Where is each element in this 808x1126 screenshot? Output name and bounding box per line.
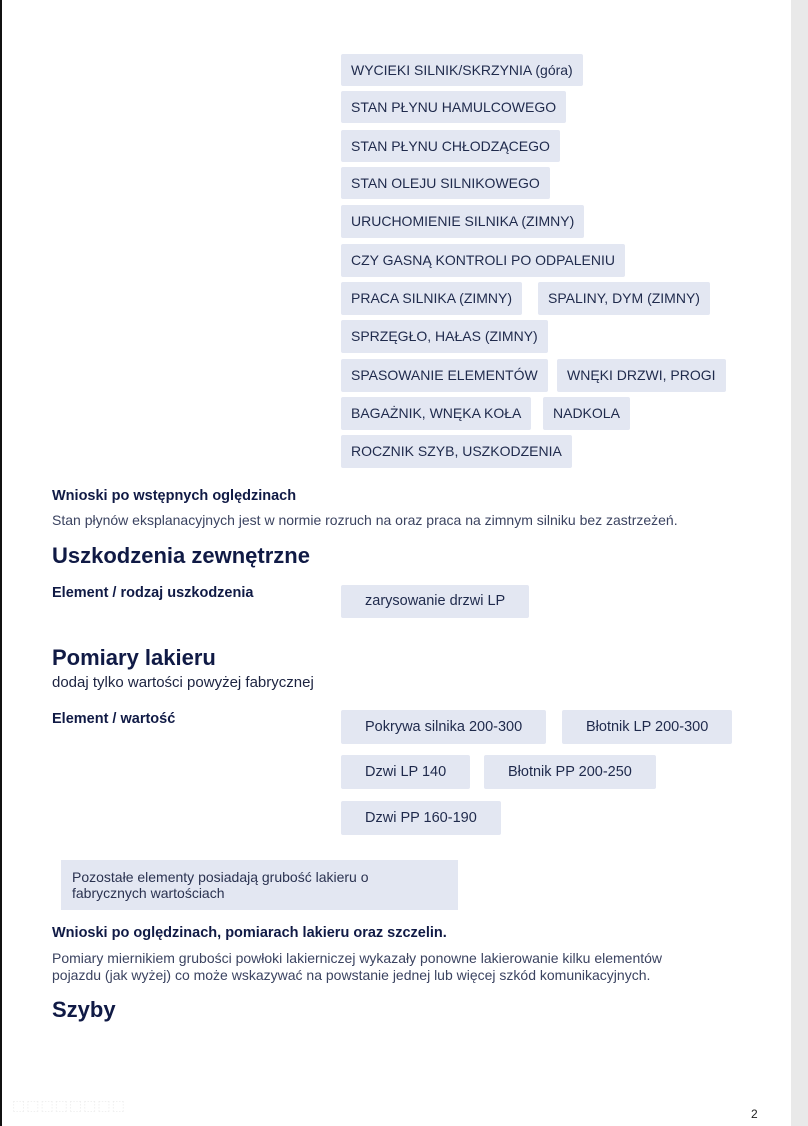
paint-note-line: Pozostałe elementy posiadają grubość lakieru o xyxy=(72,869,369,885)
paint-chip: Błotnik LP 200-300 xyxy=(562,710,732,744)
paint-chip: Dzwi PP 160-190 xyxy=(341,801,501,835)
paint-chip: Dzwi LP 140 xyxy=(341,755,470,789)
checklist-chip: STAN OLEJU SILNIKOWEGO xyxy=(341,167,550,199)
checklist-chip: ROCZNIK SZYB, USZKODZENIA xyxy=(341,435,572,468)
checklist-chip: WYCIEKI SILNIK/SKRZYNIA (góra) xyxy=(341,54,583,86)
watermark: ⬚⬚⬚⬚⬚⬚⬚⬚ xyxy=(12,1097,126,1113)
scrollbar-track[interactable] xyxy=(791,0,808,1126)
page-number: 2 xyxy=(751,1107,758,1121)
page-left-border xyxy=(0,0,2,1126)
paint-label: Element / wartość xyxy=(52,711,176,727)
checklist-chip: URUCHOMIENIE SILNIKA (ZIMNY) xyxy=(341,205,584,238)
checklist-chip: SPASOWANIE ELEMENTÓW xyxy=(341,359,548,392)
paint-subtitle: dodaj tylko wartości powyżej fabrycznej xyxy=(52,674,314,691)
checklist-chip: STAN PŁYNU CHŁODZĄCEGO xyxy=(341,130,560,162)
paint-chip: Pokrywa silnika 200-300 xyxy=(341,710,546,744)
checklist-chip: SPALINY, DYM (ZIMNY) xyxy=(538,282,710,315)
paint-note xyxy=(61,860,458,910)
checklist-chip: PRACA SILNIKA (ZIMNY) xyxy=(341,282,522,315)
final-conclusions-line: pojazdu (jak wyżej) co może wskazywać na powstanie jednej lub więcej szkód komunikacyjnych. xyxy=(52,967,651,983)
external-damage-label: Element / rodzaj uszkodzenia xyxy=(52,585,254,601)
checklist-chip: BAGAŻNIK, WNĘKA KOŁA xyxy=(341,397,531,430)
glass-heading: Szyby xyxy=(52,997,116,1022)
external-damage-heading: Uszkodzenia zewnętrzne xyxy=(52,543,310,568)
checklist-chip: NADKOLA xyxy=(543,397,630,430)
initial-conclusions-text: Stan płynów eksplanacyjnych jest w normie rozruch na oraz praca na zimnym silniku bez zastrzeżeń. xyxy=(52,512,678,528)
checklist-chip: SPRZĘGŁO, HAŁAS (ZIMNY) xyxy=(341,320,548,353)
checklist-chip: STAN PŁYNU HAMULCOWEGO xyxy=(341,91,566,123)
checklist-chip: CZY GASNĄ KONTROLI PO ODPALENIU xyxy=(341,244,625,277)
damage-chip: zarysowanie drzwi LP xyxy=(341,585,529,618)
paint-heading: Pomiary lakieru xyxy=(52,645,216,670)
checklist-chip: WNĘKI DRZWI, PROGI xyxy=(557,359,726,392)
paint-chip: Błotnik PP 200-250 xyxy=(484,755,656,789)
final-conclusions-title: Wnioski po oględzinach, pomiarach lakieru oraz szczelin. xyxy=(52,925,447,941)
final-conclusions-line: Pomiary miernikiem grubości powłoki lakierniczej wykazały ponowne lakierowanie kilku elementów xyxy=(52,950,663,966)
initial-conclusions-title: Wnioski po wstępnych oględzinach xyxy=(52,488,297,504)
paint-note-line: fabrycznych wartościach xyxy=(72,885,225,901)
